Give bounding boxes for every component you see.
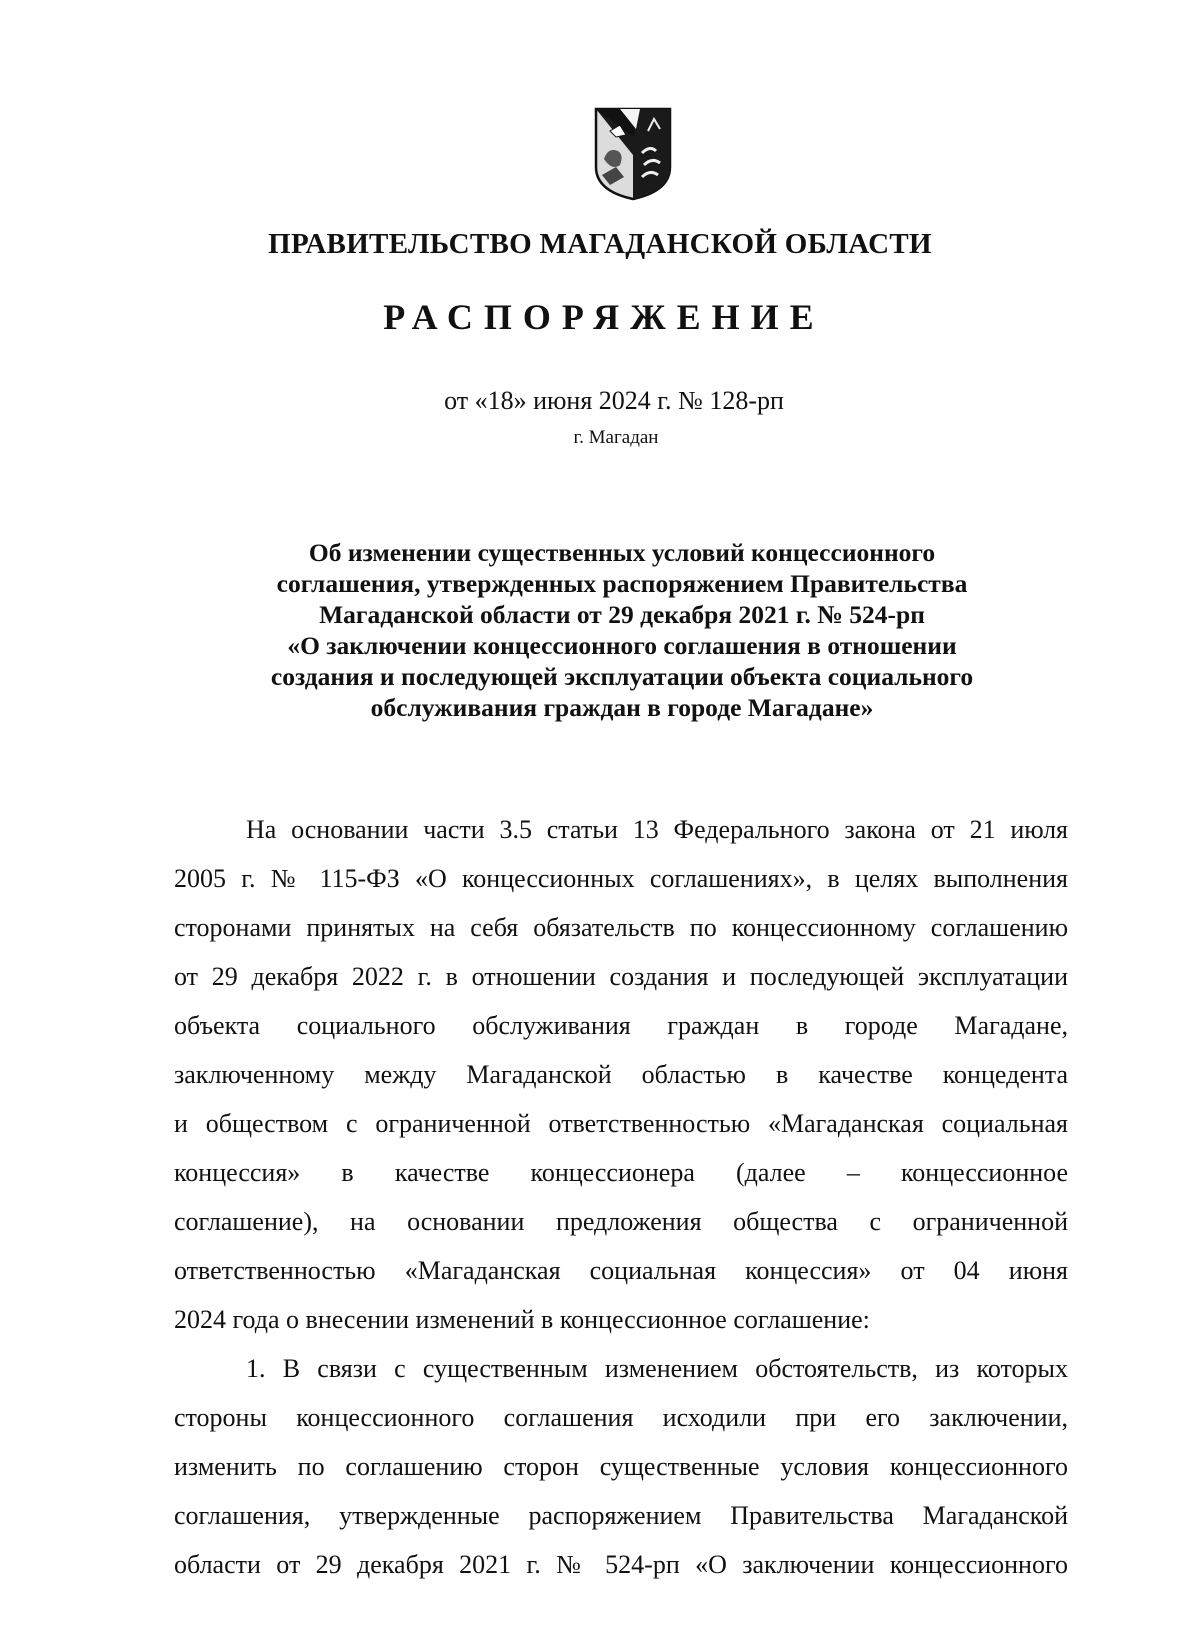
- body-line: и обществом с ограниченной ответственностью «Магаданская социальная: [174, 1109, 1068, 1138]
- body-line: соглашение), на основании предложения общества с ограниченной: [174, 1207, 1068, 1236]
- title-line: Магаданской области от 29 декабря 2021 г. № 524-рп: [319, 600, 925, 629]
- preamble-paragraph: [174, 805, 1068, 1344]
- body-line: концессия» в качестве концессионера (далее – концессионное: [174, 1158, 1068, 1187]
- body-line: от 29 декабря 2022 г. в отношении создания и последующей эксплуатации: [174, 962, 1068, 991]
- body-line: стороны концессионного соглашения исходили при его заключении,: [174, 1403, 1068, 1432]
- document-city: г. Магадан: [573, 427, 659, 448]
- body-line: соглашения, утвержденные распоряжением Правительства Магаданской: [174, 1501, 1068, 1530]
- organization-name: ПРАВИТЕЛЬСТВО МАГАДАНСКОЙ ОБЛАСТИ: [268, 228, 932, 260]
- body-line: 2024 года о внесении изменений в концессионное соглашение:: [174, 1305, 870, 1334]
- document-type: РАСПОРЯЖЕНИЕ: [383, 297, 825, 337]
- title-line: Об изменении существенных условий концессионного: [308, 538, 936, 567]
- title-line: обслуживания граждан в городе Магадане»: [370, 693, 874, 722]
- document-date-number: от «18» июня 2024 г. № 128-рп: [444, 386, 784, 415]
- title-line: «О заключении концессионного соглашения в отношении: [287, 631, 957, 660]
- body-line: На основании части 3.5 статьи 13 Федерального закона от 21 июля: [246, 815, 1068, 844]
- magadan-coat-of-arms-icon: [594, 107, 672, 201]
- document-title: [200, 537, 1044, 723]
- body-line: 1. В связи с существенным изменением обстоятельств, из которых: [246, 1354, 1068, 1383]
- body-line: сторонами принятых на себя обязательств по концессионному соглашению: [174, 913, 1068, 942]
- body-line: области от 29 декабря 2021 г. № 524-рп «О заключении концессионного: [174, 1550, 1068, 1579]
- body-line: заключенному между Магаданской областью в качестве концедента: [174, 1060, 1068, 1089]
- title-line: соглашения, утвержденных распоряжением Правительства: [276, 569, 968, 598]
- document-body: [174, 805, 1068, 1589]
- body-line: объекта социального обслуживания граждан в городе Магадане,: [174, 1011, 1068, 1040]
- body-line: ответственностью «Магаданская социальная концессия» от 04 июня: [174, 1256, 1068, 1285]
- body-line: 2005 г. № 115-ФЗ «О концессионных соглашениях», в целях выполнения: [174, 864, 1068, 893]
- title-line: создания и последующей эксплуатации объекта социального: [270, 662, 974, 691]
- item-1-paragraph: [174, 1344, 1068, 1589]
- body-line: изменить по соглашению сторон существенные условия концессионного: [174, 1452, 1068, 1481]
